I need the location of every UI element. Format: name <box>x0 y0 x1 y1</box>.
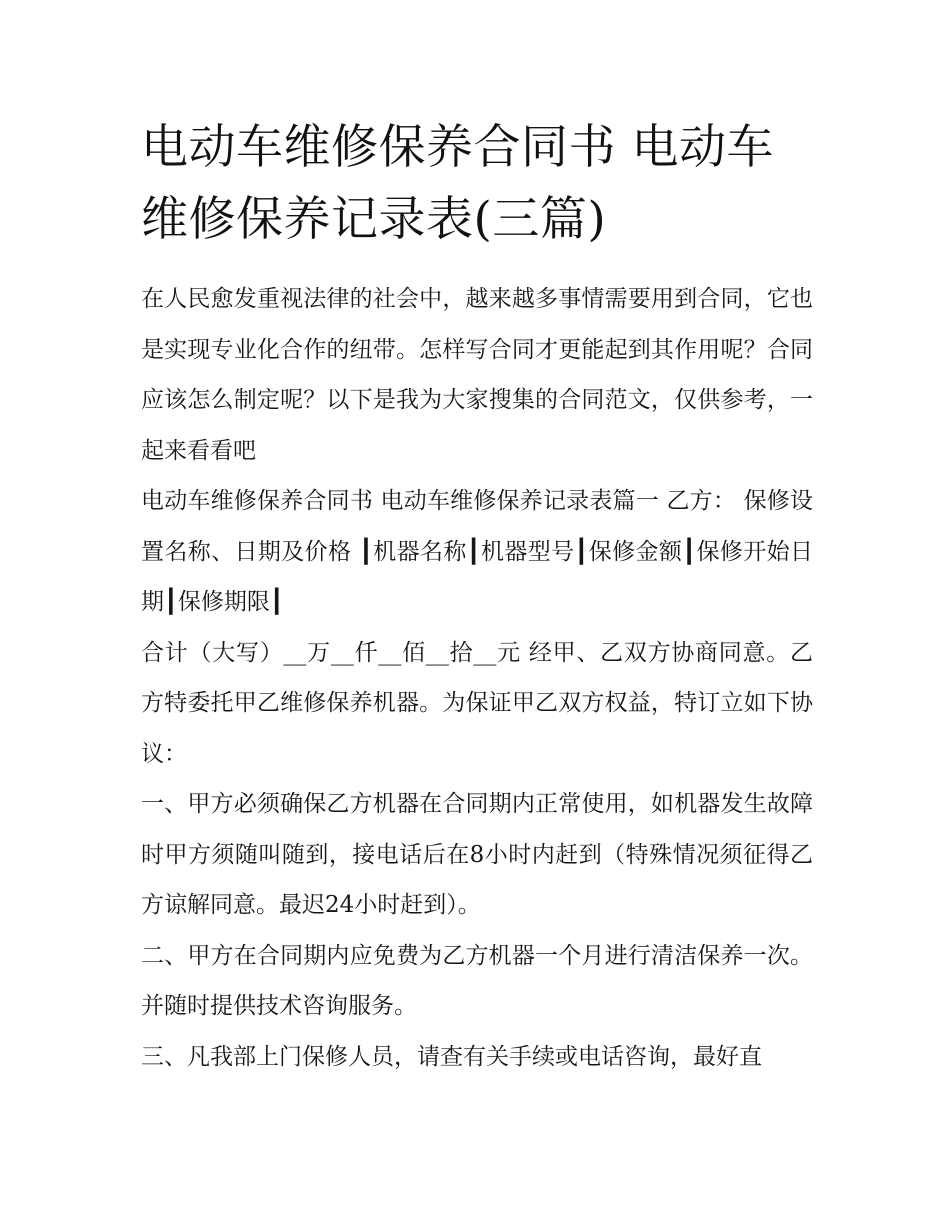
document-content <box>141 112 813 1082</box>
clause-two-paragraph: 二、甲方在合同期内应免费为乙方机器一个月进行清洁保养一次。并随时提供技术咨询服务。 <box>141 942 813 1019</box>
clause-one-paragraph: 一、甲方必须确保乙方机器在合同期内正常使用，如机器发生故障时甲方须随叫随到，接电话后在8小时内赶到（特殊情况须征得乙方谅解同意。最迟24小时赶到）。 <box>141 791 813 918</box>
total-amount-paragraph: 合计（大写）__万__仟__佰__拾__元 经甲、乙双方协商同意。乙方特委托甲乙维修保养机器。为保证甲乙双方权益，特订立如下协议： <box>141 639 813 767</box>
intro-paragraph: 在人民愈发重视法律的社会中，越来越多事情需要用到合同，它也是实现专业化合作的纽带。怎样写合同才更能起到其作用呢？合同应该怎么制定呢？以下是我为大家搜集的合同范文，仅供参考，一起来看看吧 <box>141 286 813 464</box>
document-title: 电动车维修保养合同书 电动车维修保养记录表(三篇) <box>141 120 774 247</box>
section-one-header-paragraph: 电动车维修保养合同书 电动车维修保养记录表篇一 乙方： 保修设置名称、日期及价格 ┃机器名称┃机器型号┃保修金额┃保修开始日期┃保修期限┃ <box>141 488 813 615</box>
document-body <box>141 274 813 1082</box>
clause-three-paragraph: 三、凡我部上门保修人员，请查有关手续或电话咨询，最好直 <box>141 1043 762 1070</box>
